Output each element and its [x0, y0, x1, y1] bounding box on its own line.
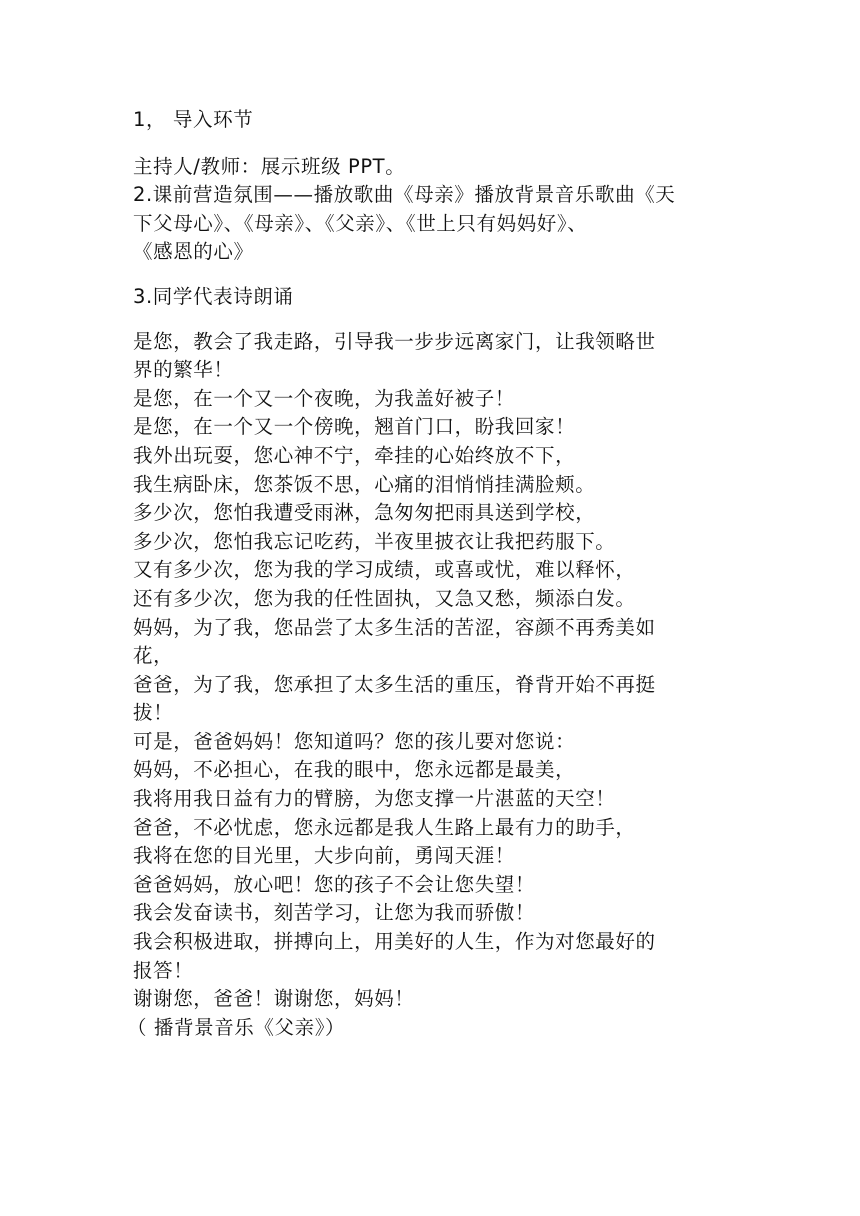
poem-line: 报答！ — [133, 958, 194, 982]
poem-line: 是您，在一个又一个傍晚，翘首门口，盼我回家！ — [133, 415, 576, 439]
poem-line: 妈妈，为了我，您品尝了太多生活的苦涩，容颜不再秀美如 — [133, 615, 656, 639]
poem-line: 我生病卧床，您茶饭不思，心痛的泪悄悄挂满脸颊。 — [133, 472, 596, 496]
section-heading-intro — [133, 106, 733, 135]
poem-line: 可是，爸爸妈妈！您知道吗？您的孩儿要对您说： — [133, 729, 576, 753]
poem-line: 是您，教会了我走路，引导我一步步远离家门，让我领略世 — [133, 329, 656, 353]
poem-line: 又有多少次，您为我的学习成绩，或喜或忧，难以释怀， — [133, 558, 636, 582]
poem-line: 谢谢您，爸爸！谢谢您，妈妈！ — [133, 987, 415, 1011]
poem-line: 是您，在一个又一个夜晚，为我盖好被子！ — [133, 386, 515, 410]
poem-line: 花， — [133, 644, 174, 668]
poem-line: 爸爸妈妈，放心吧！您的孩子不会让您失望！ — [133, 872, 536, 896]
atmosphere-line: 2.课前营造氛围——播放歌曲《母亲》播放背景音乐歌曲《天 — [133, 183, 676, 207]
poem-line: 多少次，您怕我遭受雨淋，急匆匆把雨具送到学校， — [133, 501, 596, 525]
atmosphere-line: 下父母心》、《母亲》、《父亲》、《世上只有妈妈好》、 — [133, 211, 588, 235]
poem-line: 爸爸，不必忧虑，您永远都是我人生路上最有力的助手， — [133, 815, 636, 839]
poem-line: 我会积极进取，拼搏向上，用美好的人生，作为对您最好的 — [133, 930, 656, 954]
closing-note: （ 播背景音乐《父亲》） — [127, 1015, 346, 1039]
poem-line: 妈妈，不必担心，在我的眼中，您永远都是最美， — [133, 758, 576, 782]
poem-line: 我将在您的目光里，大步向前，勇闯天涯！ — [133, 844, 515, 868]
poem-line: 我外出玩耍，您心神不宁，牵挂的心始终放不下， — [133, 443, 576, 467]
poem-line: 爸爸，为了我，您承担了太多生活的重压，脊背开始不再挺 — [133, 672, 656, 696]
poem-body — [127, 328, 733, 1043]
poem-line: 多少次，您怕我忘记吃药，半夜里披衣让我把药服下。 — [133, 529, 616, 553]
poem-line: 界的繁华！ — [133, 358, 234, 382]
atmosphere-line: 《感恩的心》 — [133, 240, 254, 264]
document-body — [127, 106, 733, 1042]
host-line: 主持人/教师：展示班级 PPT。 — [133, 154, 406, 178]
section-atmosphere — [133, 153, 733, 267]
poem-line: 我将用我日益有力的臂膀，为您支撑一片湛蓝的天空！ — [133, 787, 616, 811]
poem-line: 我会发奋读书，刻苦学习，让您为我而骄傲！ — [133, 901, 536, 925]
section-heading-recital — [133, 283, 733, 312]
heading-text: 3.同学代表诗朗诵 — [133, 284, 294, 308]
poem-line: 拔！ — [133, 701, 174, 725]
heading-text: 1， 导入环节 — [133, 108, 254, 131]
poem-line: 还有多少次，您为我的任性固执，又急又愁，频添白发。 — [133, 586, 636, 610]
